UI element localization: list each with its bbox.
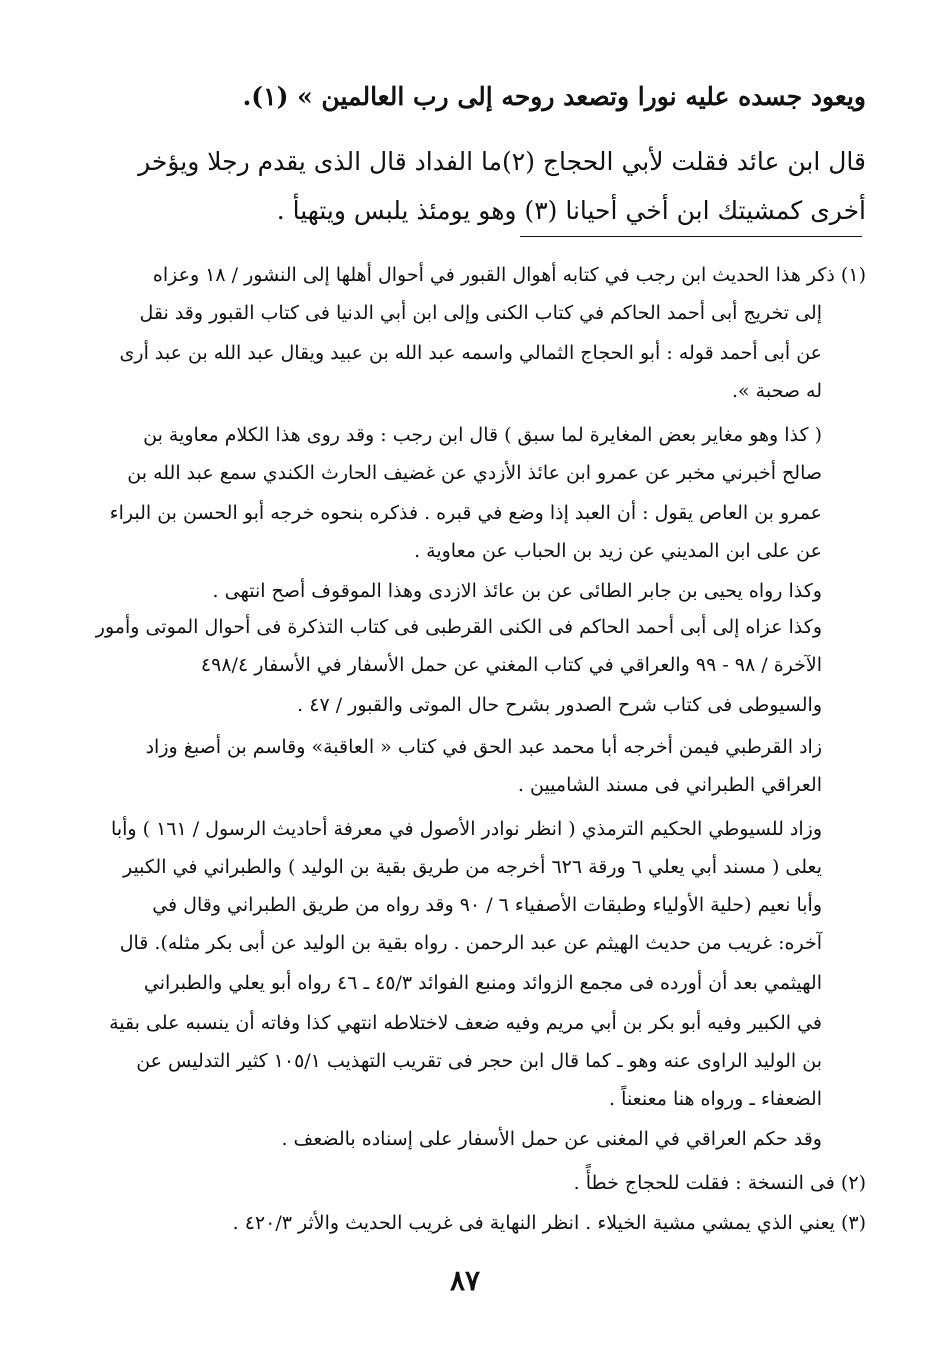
footnote-line: آخره: غريب من حديث الهيثم عن عبد الرحمن . رواه بقية بن الوليد عن أبى بكر مثله). قال [119, 932, 822, 954]
footnote-line: في الكبير وفيه أبو بكر بن أبي مريم وفيه ضعف لاختلاطه انتهي كذا وفاته أن ينسبه على بقية [109, 1012, 822, 1034]
footnote-line: الآخرة / ٩٨ - ٩٩ والعراقي في كتاب المغني عن حمل الأسفار في الأسفار ٤٩٨/٤ [200, 654, 822, 676]
footnote-line: وأبا نعيم (حلية الأولياء وطبقات الأصفياء ٦ / ٩٠ وقد رواه من طريق الطبراني وقال في [152, 894, 822, 916]
footnote-line: والسيوطى فى كتاب شرح الصدور بشرح حال الموتى والقبور / ٤٧ . [297, 694, 822, 716]
footnote-line: وقد حكم العراقي في المغنى عن حمل الأسفار على إسناده بالضعف . [281, 1128, 822, 1150]
footnote-line: وكذا عزاه إلى أبى أحمد الحاكم فى الكنى القرطبى فى كتاب التذكرة فى أحوال الموتى وأمور [95, 616, 822, 638]
footnote-line: له صحبة ». [731, 380, 822, 402]
main-text-line: ويعود جسده عليه نورا وتصعد روحه إلى رب العالمين » (١). [242, 82, 866, 111]
footnote-line: بن الوليد الراوى عنه وهو ـ كما قال ابن حجر فى تقريب التهذيب ١٠٥/١ كثير التدليس عن [136, 1050, 822, 1072]
footnote-separator [520, 236, 862, 237]
footnote-line: (١) ذكر هذا الحديث ابن رجب في كتابه أهوال القبور في أحوال أهلها إلى النشور / ١٨ وعزاه [152, 264, 866, 286]
footnote-line: يعلى ( مسند أبي يعلي ٦ ورقة ٦٢٦ أخرجه من طريق بقية بن الوليد ) والطبراني في الكبير [122, 856, 822, 878]
page-number: ٨٧ [449, 1264, 481, 1297]
main-text-line: قال ابن عائد فقلت لأبي الحجاج (٢)ما الفداد قال الذى يقدم رجلا ويؤخر [138, 147, 866, 176]
footnote-line: (٢) فى النسخة : فقلت للحجاج خطأً . [573, 1172, 866, 1194]
footnote-line: عمرو بن العاص يقول : أن العبد إذا وضع في قبره . فذكره بنحوه خرجه أبو الحسن بن البراء [109, 502, 822, 524]
footnote-line: وكذا رواه يحيى بن جابر الطائى عن بن عائذ الازدى وهذا الموقوف أصح انتهى . [212, 580, 822, 602]
footnote-line: ( كذا وهو مغاير بعض المغايرة لما سبق ) قال ابن رجب : وقد روى هذا الكلام معاوية بن [143, 424, 822, 446]
footnote-line: الضعفاء ـ ورواه هنا معنعناً . [609, 1088, 822, 1110]
footnote-line: إلى تخريج أبى أحمد الحاكم في كتاب الكنى وإلى ابن أبي الدنيا فى كتاب القبور وقد نقل [139, 302, 822, 324]
footnote-line: وزاد للسيوطي الحكيم الترمذي ( انظر نوادر الأصول في معرفة أحاديث الرسول / ١٦١ ) وأبا [111, 818, 822, 840]
footnote-line: عن على ابن المديني عن زيد بن الحباب عن معاوية . [414, 540, 822, 562]
footnote-line: الهيثمي بعد أن أورده فى مجمع الزوائد ومنبع الفوائد ٤٥/٣ ـ ٤٦ رواه أبو يعلي والطبراني [143, 972, 822, 994]
footnote-line: العراقي الطبراني فى مسند الشاميين . [517, 774, 822, 796]
footnote-line: زاد القرطبي فيمن أخرجه أبا محمد عبد الحق في كتاب « العاقبة» وقاسم بن أصبغ وزاد [145, 736, 822, 758]
footnote-line: صالح أخبرني مخبر عن عمرو ابن عائذ الأزدي عن غضيف الحارث الكندي سمع عبد الله بن [127, 462, 822, 484]
main-text-line: أخرى كمشيتك ابن أخي أحيانا (٣) وهو يومئذ يلبس ويتهيأ . [276, 196, 866, 225]
footnote-line: عن أبى أحمد قوله : أبو الحجاج الثمالي واسمه عبد الله بن عبيد ويقال عبد الله بن عبد أرى [119, 342, 822, 364]
footnote-line: (٣) يعني الذي يمشي مشية الخيلاء . انظر النهاية فى غريب الحديث والأثر ٤٢٠/٣ . [232, 1212, 866, 1234]
